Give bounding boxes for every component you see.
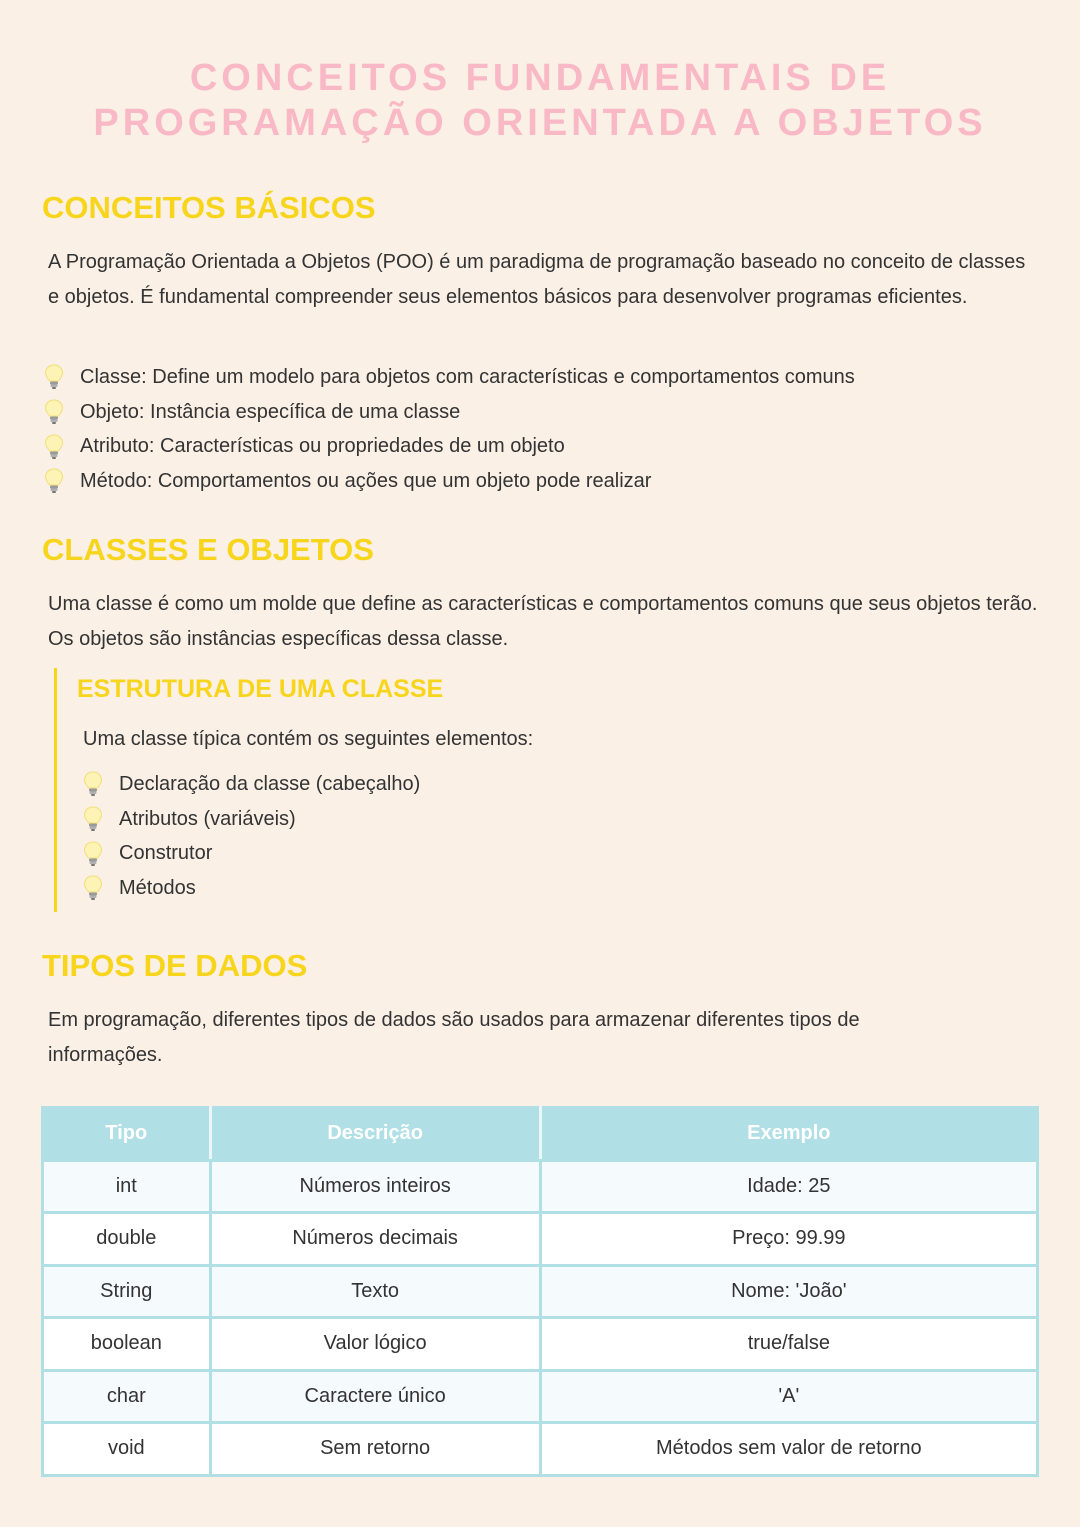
column-header-tipo: Tipo [43, 1108, 211, 1161]
table-cell: Valor lógico [210, 1318, 540, 1371]
table-cell: Números decimais [210, 1213, 540, 1266]
page-title [42, 56, 1038, 146]
classes-paragraph: Uma classe é como um molde que define as características e comportamentos comuns que seus objetos terão. Os objetos são instâncias específicas dessa classe. [48, 593, 1038, 650]
lightbulb-icon [44, 434, 64, 460]
table-cell: double [43, 1213, 211, 1266]
data-types-table [41, 1106, 1039, 1477]
table-row [43, 1318, 1038, 1371]
section-heading-basics: CONCEITOS BÁSICOS [42, 190, 376, 225]
table-cell: int [43, 1160, 211, 1213]
types-paragraph: Em programação, diferentes tipos de dados são usados para armazenar diferentes tipos de informações. [48, 1009, 860, 1066]
basics-list [44, 360, 855, 499]
list-item [83, 802, 420, 837]
table-cell: Idade: 25 [540, 1160, 1037, 1213]
table-cell: 'A' [540, 1370, 1037, 1423]
basics-paragraph: A Programação Orientada a Objetos (POO) é um paradigma de programação baseado no conceito de classes e objetos. É fundamental compreender seus elementos básicos para desenvolver programas eficientes. [48, 251, 1026, 308]
section-heading-classes: CLASSES E OBJETOS [42, 532, 374, 567]
subsection-heading-structure: ESTRUTURA DE UMA CLASSE [77, 675, 444, 703]
list-item [83, 871, 420, 906]
table-cell: Sem retorno [210, 1423, 540, 1476]
list-item [44, 429, 855, 464]
table-cell: String [43, 1265, 211, 1318]
table-cell: Preço: 99.99 [540, 1213, 1037, 1266]
table-cell: Números inteiros [210, 1160, 540, 1213]
table-cell: Nome: 'João' [540, 1265, 1037, 1318]
table-cell: true/false [540, 1318, 1037, 1371]
table-row [43, 1213, 1038, 1266]
list-item [44, 464, 855, 499]
lightbulb-icon [44, 364, 64, 390]
table-row [43, 1160, 1038, 1213]
table-row [43, 1423, 1038, 1476]
list-item-text: Atributos (variáveis) [119, 807, 296, 830]
lightbulb-icon [44, 399, 64, 425]
table-cell: Texto [210, 1265, 540, 1318]
table-row [43, 1265, 1038, 1318]
lightbulb-icon [83, 771, 103, 797]
section-heading-types: TIPOS DE DADOS [42, 948, 308, 983]
page-title-line-2: PROGRAMAÇÃO ORIENTADA A OBJETOS [93, 102, 987, 144]
list-item [83, 836, 420, 871]
list-item-text: Classe: Define um modelo para objetos com características e comportamentos comuns [80, 365, 855, 388]
list-item-text: Declaração da classe (cabeçalho) [119, 772, 421, 795]
lightbulb-icon [44, 468, 64, 494]
list-item-text: Métodos [119, 876, 196, 899]
list-item [44, 395, 855, 430]
table-cell: Métodos sem valor de retorno [540, 1423, 1037, 1476]
column-header-descricao: Descrição [210, 1108, 540, 1161]
list-item-text: Método: Comportamentos ou ações que um objeto pode realizar [80, 469, 652, 492]
table-header-row [43, 1108, 1038, 1161]
table-row [43, 1370, 1038, 1423]
structure-intro: Uma classe típica contém os seguintes elementos: [83, 728, 534, 750]
list-item-text: Objeto: Instância específica de uma classe [80, 400, 461, 423]
lightbulb-icon [83, 875, 103, 901]
table-cell: boolean [43, 1318, 211, 1371]
lightbulb-icon [83, 841, 103, 867]
lightbulb-icon [83, 806, 103, 832]
list-item [44, 360, 855, 395]
table-cell: void [43, 1423, 211, 1476]
column-header-exemplo: Exemplo [540, 1108, 1037, 1161]
list-item-text: Construtor [119, 842, 213, 865]
table-cell: char [43, 1370, 211, 1423]
list-item-text: Atributo: Características ou propriedades de um objeto [80, 435, 565, 458]
page-title-line-1: CONCEITOS FUNDAMENTAIS DE [189, 57, 891, 99]
table-cell: Caractere único [210, 1370, 540, 1423]
structure-list [83, 767, 420, 906]
list-item [83, 767, 420, 802]
class-structure-box [54, 668, 957, 912]
